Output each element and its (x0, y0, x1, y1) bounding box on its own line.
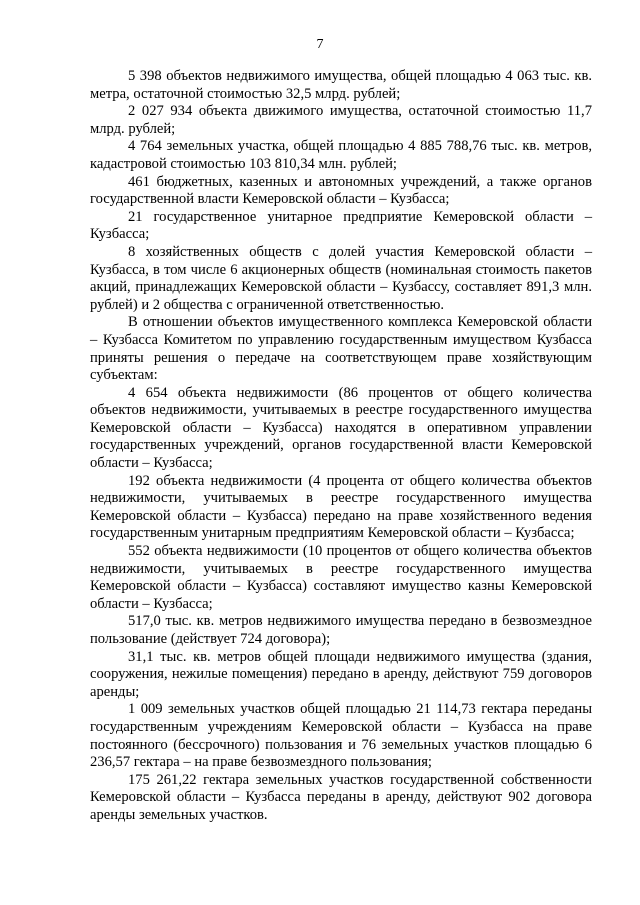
paragraph-unitary-enterprises: 21 государственное унитарное предприятие Кемеровской области – Кузбасса; (90, 208, 592, 243)
paragraph-land-use: 1 009 земельных участков общей площадью 21 114,73 гектара переданы государственным учреждениям Кемеровской области – Кузбасса на праве постоянного (бессрочного) пользования и 76 земельных участков площадью 6 236,57 гектара – на праве безвозмездного пользования; (90, 701, 592, 771)
page-number: 7 (316, 37, 324, 52)
paragraph-treasury-property: 552 объекта недвижимости (10 процентов от общего количества объектов недвижимости, учитываемых в реестре государственного имущества Кемеровской области – Кузбасса) составляют имущество казны Кемеровской области – Кузбасса; (90, 543, 592, 612)
paragraph-business-entities: 8 хозяйственных обществ с долей участия Кемеровской области – Кузбасса, в том числе 6 акционерных обществ (номинальная стоимость пакетов акций, принадлежащих Кемеровской области – Кузбассу, составляет 891,3 млн. рублей) и 2 общества с ограниченной ответственностью. (90, 243, 592, 313)
paragraph-lease: 31,1 тыс. кв. метров общей площади недвижимого имущества (здания, сооружения, нежилые помещения) передано в аренду, действуют 759 договоров аренды; (90, 648, 592, 700)
paragraph-institutions: 461 бюджетных, казенных и автономных учреждений, а также органов государственной власти Кемеровской области – Кузбасса; (90, 173, 592, 208)
paragraph-land-lease: 175 261,22 гектара земельных участков государственной собственности Кемеровской области – Кузбасса переданы в аренду, действуют 902 договора аренды земельных участков. (90, 771, 592, 823)
paragraph-economic-management: 192 объекта недвижимости (4 процента от общего количества объектов недвижимости, учитываемых в реестре государственного имущества Кемеровской области – Кузбасса) передано на праве хозяйственного ведения государственным унитарным предприятиям Кемеровской области – Кузбасса; (90, 472, 592, 542)
document-body (90, 68, 592, 825)
paragraph-movable-property: 2 027 934 объекта движимого имущества, остаточной стоимостью 11,7 млрд. рублей; (90, 103, 592, 137)
paragraph-decisions-intro: В отношении объектов имущественного комплекса Кемеровской области – Кузбасса Комитетом по управлению государственным имуществом Кузбасса приняты решения о передаче на соответствующем праве хозяйствующим субъектам: (90, 314, 592, 384)
paragraph-land-plots: 4 764 земельных участка, общей площадью 4 885 788,76 тыс. кв. метров, кадастровой стоимостью 103 810,34 млн. рублей; (90, 138, 592, 172)
paragraph-real-estate: 5 398 объектов недвижимого имущества, общей площадью 4 063 тыс. кв. метра, остаточной стоимостью 32,5 млрд. рублей; (90, 68, 592, 102)
paragraph-free-use: 517,0 тыс. кв. метров недвижимого имущества передано в безвозмездное пользование (действует 724 договора); (90, 613, 592, 647)
paragraph-operational-management: 4 654 объекта недвижимости (86 процентов от общего количества объектов недвижимости, учитываемых в реестре государственного имущества Кемеровской области – Кузбасса) находятся в оперативном управлении государственных учреждений, органов государственной власти Кемеровской области – Кузбасса; (90, 384, 592, 472)
